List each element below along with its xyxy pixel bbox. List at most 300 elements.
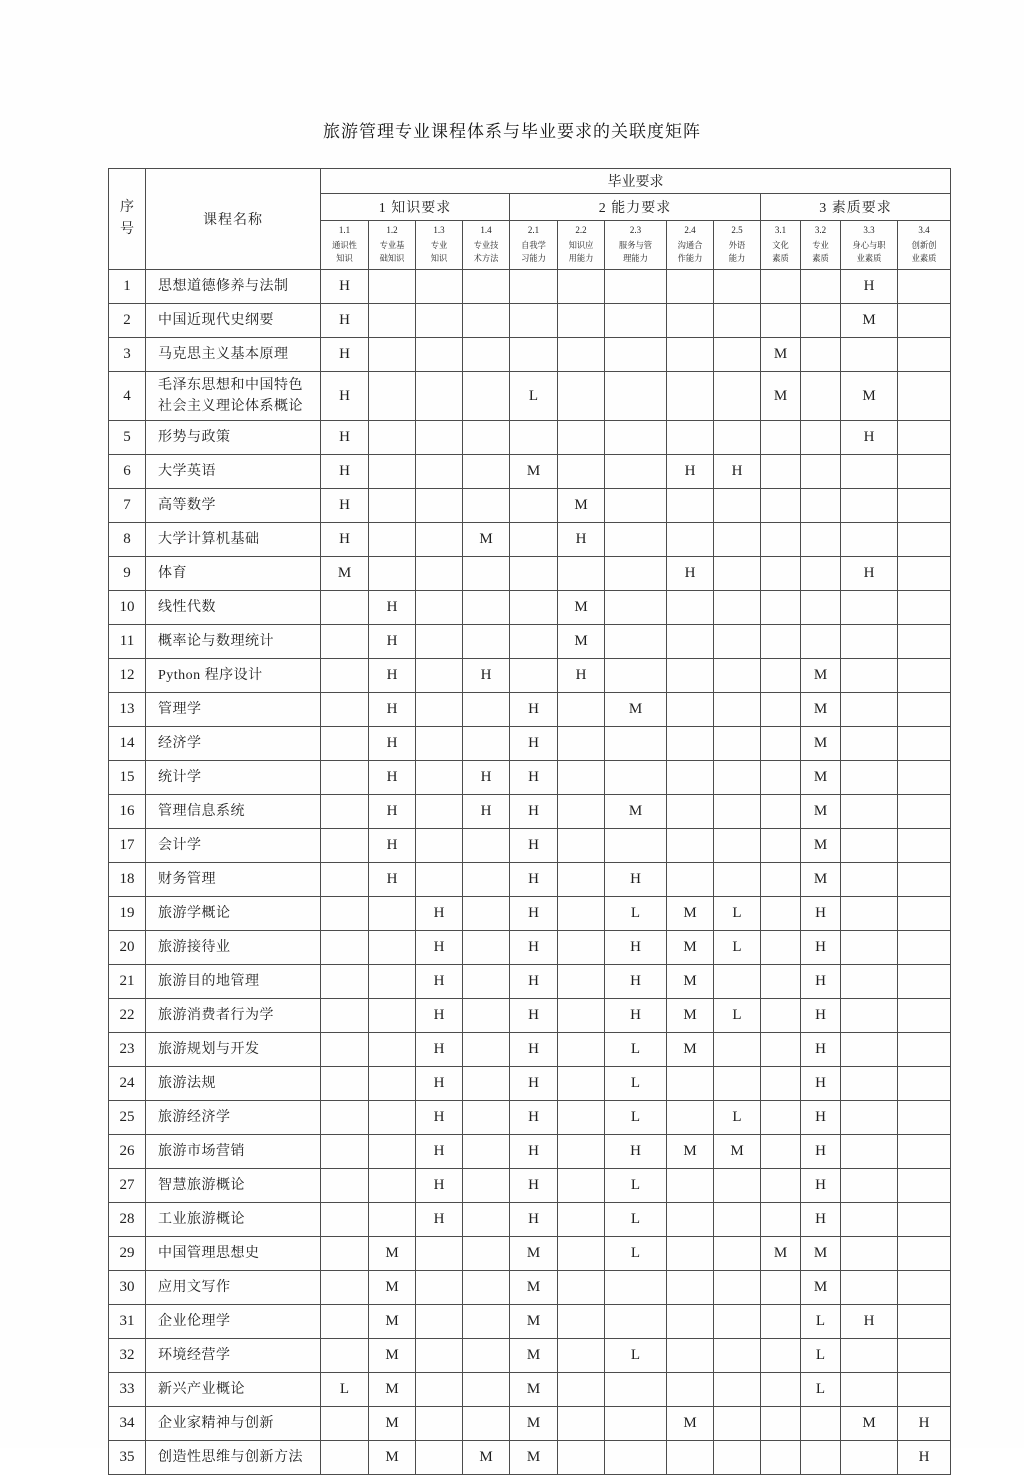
mark-cell-2.1: L (510, 372, 558, 421)
mark-cell-2.5 (714, 1203, 761, 1237)
mark-cell-3.1 (761, 999, 801, 1033)
row-serial: 31 (109, 1305, 146, 1339)
mark-cell-1.1: H (321, 421, 369, 455)
table-row (109, 1407, 951, 1441)
mark-cell-2.4 (667, 523, 714, 557)
mark-cell-3.3: H (841, 270, 898, 304)
mark-cell-1.2: H (369, 659, 416, 693)
mark-cell-2.4: H (667, 557, 714, 591)
header-col-2.4 (667, 221, 714, 270)
col-code: 1.4 (480, 225, 492, 236)
table-row (109, 1067, 951, 1101)
mark-cell-1.4 (463, 557, 510, 591)
mark-cell-3.2 (801, 489, 841, 523)
mark-cell-1.3 (416, 1441, 463, 1475)
table-row (109, 829, 951, 863)
mark-cell-2.1 (510, 304, 558, 338)
col-code: 2.5 (731, 225, 743, 236)
row-course-name: 企业伦理学 (146, 1305, 321, 1339)
mark-cell-1.4 (463, 270, 510, 304)
row-serial: 26 (109, 1135, 146, 1169)
row-serial: 23 (109, 1033, 146, 1067)
mark-cell-3.4 (898, 1271, 951, 1305)
mark-cell-1.3 (416, 270, 463, 304)
mark-cell-3.2: H (801, 1067, 841, 1101)
mark-cell-1.2: H (369, 761, 416, 795)
mark-cell-1.3 (416, 829, 463, 863)
col-code: 2.4 (684, 225, 696, 236)
mark-cell-2.2 (558, 1441, 605, 1475)
mark-cell-2.5 (714, 727, 761, 761)
mark-cell-2.5 (714, 761, 761, 795)
table-row (109, 455, 951, 489)
mark-cell-1.1 (321, 1101, 369, 1135)
mark-cell-3.3 (841, 659, 898, 693)
mark-cell-2.3 (605, 1407, 667, 1441)
col-code: 3.4 (918, 225, 930, 236)
mark-cell-2.3: H (605, 999, 667, 1033)
mark-cell-1.4 (463, 1237, 510, 1271)
mark-cell-2.2 (558, 421, 605, 455)
mark-cell-3.1 (761, 965, 801, 999)
mark-cell-2.2 (558, 999, 605, 1033)
mark-cell-1.1 (321, 965, 369, 999)
mark-cell-1.4 (463, 1169, 510, 1203)
mark-cell-3.3: M (841, 304, 898, 338)
mark-cell-3.4 (898, 455, 951, 489)
mark-cell-2.4 (667, 421, 714, 455)
mark-cell-1.2 (369, 455, 416, 489)
mark-cell-3.1 (761, 1135, 801, 1169)
mark-cell-1.1: H (321, 270, 369, 304)
mark-cell-2.5 (714, 270, 761, 304)
mark-cell-1.4 (463, 455, 510, 489)
mark-cell-2.4 (667, 1203, 714, 1237)
mark-cell-1.4 (463, 1373, 510, 1407)
table-row (109, 1237, 951, 1271)
mark-cell-1.2: H (369, 795, 416, 829)
row-serial: 15 (109, 761, 146, 795)
mark-cell-2.3: L (605, 897, 667, 931)
col-name-line: 外语 (728, 240, 746, 250)
mark-cell-1.3 (416, 625, 463, 659)
mark-cell-2.1 (510, 523, 558, 557)
mark-cell-1.3 (416, 489, 463, 523)
mark-cell-3.1: M (761, 338, 801, 372)
mark-cell-3.4 (898, 1203, 951, 1237)
mark-cell-2.1: H (510, 1101, 558, 1135)
row-course-name: 大学英语 (146, 455, 321, 489)
mark-cell-3.2: L (801, 1339, 841, 1373)
mark-cell-1.3 (416, 1339, 463, 1373)
mark-cell-2.2 (558, 1101, 605, 1135)
col-name-line: 专业 (430, 240, 448, 250)
mark-cell-3.3 (841, 1135, 898, 1169)
mark-cell-2.5: L (714, 999, 761, 1033)
row-course-name: 管理信息系统 (146, 795, 321, 829)
row-course-name: 毛泽东思想和中国特色社会主义理论体系概论 (146, 372, 321, 421)
header-col-2.3 (605, 221, 667, 270)
mark-cell-2.4 (667, 1441, 714, 1475)
mark-cell-3.1 (761, 1305, 801, 1339)
mark-cell-2.2 (558, 1237, 605, 1271)
row-serial: 17 (109, 829, 146, 863)
mark-cell-1.2 (369, 489, 416, 523)
mark-cell-3.1 (761, 1033, 801, 1067)
mark-cell-2.5 (714, 372, 761, 421)
mark-cell-1.1 (321, 931, 369, 965)
table-row (109, 761, 951, 795)
mark-cell-3.4 (898, 693, 951, 727)
row-serial: 8 (109, 523, 146, 557)
mark-cell-1.1 (321, 795, 369, 829)
mark-cell-2.4: H (667, 455, 714, 489)
mark-cell-1.3 (416, 693, 463, 727)
mark-cell-2.4 (667, 338, 714, 372)
mark-cell-1.4 (463, 591, 510, 625)
mark-cell-2.1 (510, 270, 558, 304)
header-col-3.3 (841, 221, 898, 270)
row-serial: 22 (109, 999, 146, 1033)
mark-cell-3.1 (761, 455, 801, 489)
mark-cell-3.4 (898, 591, 951, 625)
mark-cell-3.2 (801, 591, 841, 625)
mark-cell-1.3 (416, 761, 463, 795)
mark-cell-2.3: L (605, 1033, 667, 1067)
mark-cell-2.5 (714, 421, 761, 455)
mark-cell-2.3: H (605, 1135, 667, 1169)
mark-cell-1.3 (416, 455, 463, 489)
mark-cell-2.3 (605, 372, 667, 421)
mark-cell-2.1: M (510, 1339, 558, 1373)
row-course-name: 马克思主义基本原理 (146, 338, 321, 372)
mark-cell-3.2: H (801, 1135, 841, 1169)
mark-cell-2.2 (558, 727, 605, 761)
mark-cell-2.1: M (510, 1271, 558, 1305)
mark-cell-3.2: M (801, 1237, 841, 1271)
mark-cell-1.4 (463, 999, 510, 1033)
mark-cell-2.1 (510, 659, 558, 693)
mark-cell-1.4 (463, 1203, 510, 1237)
mark-cell-3.1 (761, 897, 801, 931)
mark-cell-1.2 (369, 1033, 416, 1067)
table-row (109, 1203, 951, 1237)
row-course-name: 思想道德修养与法制 (146, 270, 321, 304)
mark-cell-3.3 (841, 1237, 898, 1271)
mark-cell-1.4 (463, 897, 510, 931)
col-name-line: 用能力 (568, 253, 594, 263)
mark-cell-2.1 (510, 421, 558, 455)
mark-cell-3.2 (801, 421, 841, 455)
row-course-name: 旅游经济学 (146, 1101, 321, 1135)
mark-cell-2.4 (667, 693, 714, 727)
row-serial: 27 (109, 1169, 146, 1203)
mark-cell-3.2 (801, 455, 841, 489)
mark-cell-2.3: L (605, 1339, 667, 1373)
mark-cell-1.1 (321, 1067, 369, 1101)
mark-cell-2.4 (667, 591, 714, 625)
mark-cell-2.3 (605, 523, 667, 557)
row-serial: 33 (109, 1373, 146, 1407)
mark-cell-3.4 (898, 304, 951, 338)
mark-cell-3.1 (761, 1373, 801, 1407)
mark-cell-2.4: M (667, 931, 714, 965)
row-course-name: 工业旅游概论 (146, 1203, 321, 1237)
mark-cell-3.2 (801, 338, 841, 372)
mark-cell-2.1: M (510, 1373, 558, 1407)
mark-cell-2.5 (714, 693, 761, 727)
mark-cell-3.4 (898, 897, 951, 931)
col-name-line: 通识性 (332, 240, 357, 250)
mark-cell-1.2: M (369, 1373, 416, 1407)
mark-cell-2.5 (714, 523, 761, 557)
mark-cell-3.2 (801, 557, 841, 591)
mark-cell-3.3 (841, 1101, 898, 1135)
mark-cell-1.3: H (416, 931, 463, 965)
mark-cell-1.1 (321, 659, 369, 693)
mark-cell-2.3: L (605, 1237, 667, 1271)
mark-cell-3.4 (898, 863, 951, 897)
mark-cell-3.4 (898, 1339, 951, 1373)
mark-cell-1.1: H (321, 523, 369, 557)
row-course-name: 智慧旅游概论 (146, 1169, 321, 1203)
table-row (109, 489, 951, 523)
table-row (109, 372, 951, 421)
mark-cell-2.4 (667, 795, 714, 829)
table-row (109, 999, 951, 1033)
mark-cell-3.3 (841, 829, 898, 863)
row-course-name: Python 程序设计 (146, 659, 321, 693)
row-serial: 2 (109, 304, 146, 338)
mark-cell-2.1: H (510, 727, 558, 761)
mark-cell-2.5 (714, 795, 761, 829)
mark-cell-3.4 (898, 523, 951, 557)
col-code: 2.3 (629, 225, 642, 236)
mark-cell-1.2: M (369, 1441, 416, 1475)
mark-cell-1.2 (369, 897, 416, 931)
mark-cell-3.4 (898, 727, 951, 761)
mark-cell-2.1: M (510, 1441, 558, 1475)
mark-cell-1.2 (369, 523, 416, 557)
mark-cell-1.4 (463, 931, 510, 965)
mark-cell-1.3: H (416, 999, 463, 1033)
mark-cell-1.4: M (463, 1441, 510, 1475)
mark-cell-1.1 (321, 625, 369, 659)
mark-cell-1.2 (369, 931, 416, 965)
col-name-line: 作能力 (677, 253, 703, 263)
mark-cell-2.2 (558, 863, 605, 897)
header-group-3: 3 素质要求 (761, 194, 951, 221)
mark-cell-3.1 (761, 659, 801, 693)
mark-cell-3.3: M (841, 372, 898, 421)
mark-cell-1.2 (369, 1135, 416, 1169)
col-code: 3.2 (814, 225, 827, 236)
col-name-line: 沟通合 (677, 240, 703, 250)
table-row (109, 727, 951, 761)
mark-cell-3.2: H (801, 1169, 841, 1203)
table-row (109, 1441, 951, 1475)
mark-cell-1.1 (321, 1033, 369, 1067)
mark-cell-2.4 (667, 1373, 714, 1407)
mark-cell-1.4 (463, 1067, 510, 1101)
mark-cell-1.1 (321, 591, 369, 625)
row-course-name: 旅游法规 (146, 1067, 321, 1101)
row-course-name: 中国管理思想史 (146, 1237, 321, 1271)
mark-cell-1.4 (463, 1135, 510, 1169)
mark-cell-2.3 (605, 421, 667, 455)
row-serial: 35 (109, 1441, 146, 1475)
row-course-name: 概率论与数理统计 (146, 625, 321, 659)
mark-cell-2.5 (714, 1237, 761, 1271)
mark-cell-2.3 (605, 659, 667, 693)
header-course-name: 课程名称 (146, 169, 321, 270)
mark-cell-2.3: M (605, 693, 667, 727)
mark-cell-1.1 (321, 693, 369, 727)
mark-cell-2.2 (558, 1407, 605, 1441)
mark-cell-3.3 (841, 1033, 898, 1067)
mark-cell-2.3 (605, 304, 667, 338)
mark-cell-3.4 (898, 1169, 951, 1203)
header-group-2: 2 能力要求 (510, 194, 761, 221)
mark-cell-2.1: M (510, 1407, 558, 1441)
mark-cell-2.2: M (558, 489, 605, 523)
table-row (109, 270, 951, 304)
mark-cell-2.2 (558, 1271, 605, 1305)
mark-cell-2.2: H (558, 659, 605, 693)
mark-cell-3.1 (761, 270, 801, 304)
mark-cell-1.2: H (369, 625, 416, 659)
mark-cell-2.4: M (667, 1135, 714, 1169)
mark-cell-2.1 (510, 557, 558, 591)
mark-cell-2.2 (558, 1135, 605, 1169)
mark-cell-2.2 (558, 372, 605, 421)
mark-cell-1.3 (416, 1373, 463, 1407)
table-row (109, 863, 951, 897)
mark-cell-3.3 (841, 727, 898, 761)
mark-cell-2.3 (605, 761, 667, 795)
mark-cell-1.2: H (369, 829, 416, 863)
mark-cell-2.2 (558, 795, 605, 829)
mark-cell-2.4 (667, 761, 714, 795)
mark-cell-1.4 (463, 1407, 510, 1441)
mark-cell-2.3: H (605, 965, 667, 999)
table-row (109, 1101, 951, 1135)
mark-cell-3.1: M (761, 372, 801, 421)
mark-cell-1.1 (321, 1271, 369, 1305)
mark-cell-3.3 (841, 761, 898, 795)
header-col-2.5 (714, 221, 761, 270)
mark-cell-1.4 (463, 338, 510, 372)
mark-cell-1.3 (416, 304, 463, 338)
mark-cell-3.4 (898, 489, 951, 523)
mark-cell-2.1: H (510, 897, 558, 931)
mark-cell-2.2 (558, 693, 605, 727)
mark-cell-3.4 (898, 1373, 951, 1407)
mark-cell-3.3 (841, 965, 898, 999)
mark-cell-2.2 (558, 761, 605, 795)
row-serial: 4 (109, 372, 146, 421)
row-serial: 12 (109, 659, 146, 693)
mark-cell-1.3 (416, 727, 463, 761)
table-row (109, 931, 951, 965)
mark-cell-3.1 (761, 761, 801, 795)
row-course-name: 形势与政策 (146, 421, 321, 455)
mark-cell-1.3 (416, 1237, 463, 1271)
mark-cell-2.1: H (510, 693, 558, 727)
mark-cell-2.1: M (510, 1305, 558, 1339)
mark-cell-1.3 (416, 1407, 463, 1441)
row-course-name: 旅游接待业 (146, 931, 321, 965)
table-row (109, 304, 951, 338)
row-serial: 14 (109, 727, 146, 761)
mark-cell-3.2: M (801, 829, 841, 863)
col-code: 3.1 (774, 225, 787, 236)
col-name-line: 业素质 (856, 253, 882, 263)
mark-cell-1.4 (463, 489, 510, 523)
mark-cell-1.1 (321, 1441, 369, 1475)
mark-cell-2.1: H (510, 1169, 558, 1203)
mark-cell-3.4 (898, 372, 951, 421)
mark-cell-1.1 (321, 1169, 369, 1203)
mark-cell-2.1 (510, 591, 558, 625)
mark-cell-2.3 (605, 1441, 667, 1475)
row-serial: 5 (109, 421, 146, 455)
mark-cell-3.3 (841, 455, 898, 489)
row-course-name: 会计学 (146, 829, 321, 863)
row-serial: 21 (109, 965, 146, 999)
mark-cell-1.3: H (416, 1135, 463, 1169)
mark-cell-2.2 (558, 304, 605, 338)
mark-cell-1.3 (416, 1305, 463, 1339)
table-row (109, 1271, 951, 1305)
mark-cell-1.4 (463, 1339, 510, 1373)
mark-cell-1.4 (463, 421, 510, 455)
mark-cell-3.1 (761, 931, 801, 965)
mark-cell-1.2 (369, 338, 416, 372)
row-course-name: 财务管理 (146, 863, 321, 897)
mark-cell-3.1 (761, 1067, 801, 1101)
mark-cell-3.1 (761, 1441, 801, 1475)
mark-cell-2.5: H (714, 455, 761, 489)
col-name-line: 知识应 (568, 240, 594, 250)
mark-cell-3.1 (761, 1339, 801, 1373)
col-name-line: 专业技 (473, 240, 499, 250)
mark-cell-3.1 (761, 1169, 801, 1203)
row-course-name: 旅游消费者行为学 (146, 999, 321, 1033)
mark-cell-2.3: H (605, 863, 667, 897)
mark-cell-2.1: H (510, 829, 558, 863)
mark-cell-2.2 (558, 1373, 605, 1407)
mark-cell-3.4 (898, 795, 951, 829)
mark-cell-3.1 (761, 693, 801, 727)
mark-cell-2.4 (667, 304, 714, 338)
mark-cell-1.3 (416, 1271, 463, 1305)
col-code: 2.2 (575, 225, 587, 236)
mark-cell-3.3: H (841, 557, 898, 591)
mark-cell-1.4 (463, 727, 510, 761)
mark-cell-1.1 (321, 863, 369, 897)
header-col-3.4 (898, 221, 951, 270)
mark-cell-1.2: M (369, 1407, 416, 1441)
col-name-line: 理能力 (623, 253, 648, 263)
mark-cell-1.2: H (369, 693, 416, 727)
mark-cell-3.4 (898, 1135, 951, 1169)
table-row (109, 1169, 951, 1203)
row-serial: 7 (109, 489, 146, 523)
mark-cell-2.1 (510, 489, 558, 523)
mark-cell-2.5 (714, 1407, 761, 1441)
mark-cell-2.5 (714, 1169, 761, 1203)
